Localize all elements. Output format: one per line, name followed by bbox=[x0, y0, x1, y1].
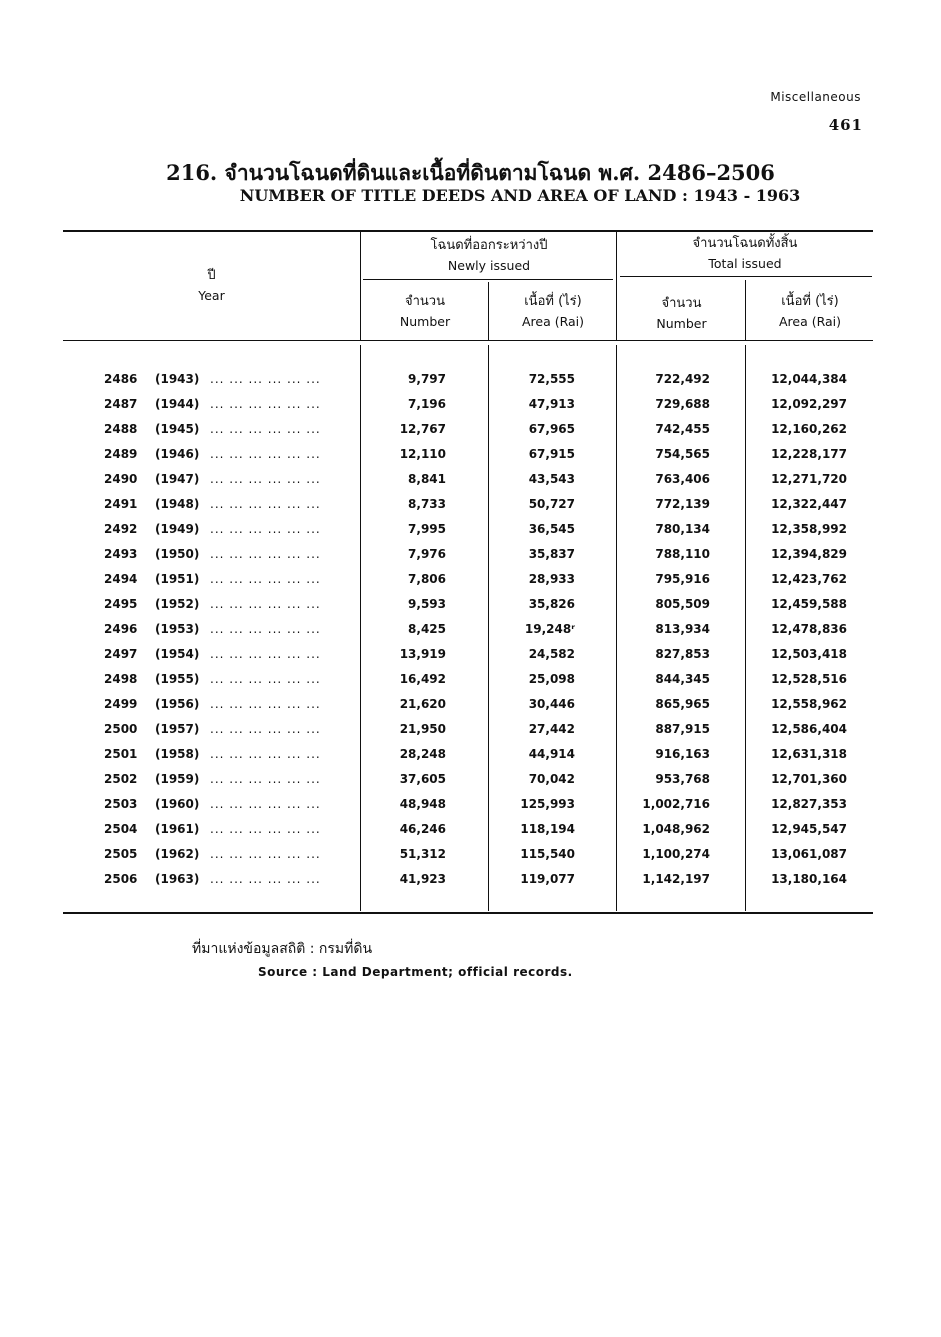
total-number-cell: 805,509 bbox=[655, 597, 710, 611]
new-number-cell: 7,806 bbox=[408, 572, 446, 586]
total-area-cell: 12,160,262 bbox=[771, 422, 847, 436]
new-number-cell: 9,593 bbox=[408, 597, 446, 611]
new-area-cell: 125,993 bbox=[520, 797, 575, 811]
total-number-cell: 722,492 bbox=[655, 372, 710, 386]
year-ce-cell: (1950) bbox=[155, 547, 200, 561]
table-row bbox=[0, 372, 941, 397]
year-ce-cell: (1954) bbox=[155, 647, 200, 661]
total-area-header bbox=[747, 292, 873, 332]
table-row bbox=[0, 497, 941, 522]
year-ce-cell: (1946) bbox=[155, 447, 200, 461]
total-area-header-english: Area (Rai) bbox=[778, 314, 842, 329]
new-area-cell: 67,915 bbox=[528, 447, 575, 461]
year-be-cell: 2492 bbox=[104, 522, 138, 536]
table-row bbox=[0, 547, 941, 572]
table-row bbox=[0, 722, 941, 747]
new-area-cell: 24,582 bbox=[528, 647, 575, 661]
table-row bbox=[0, 797, 941, 822]
new-area-cell: 30,446 bbox=[528, 697, 575, 711]
year-be-cell: 2498 bbox=[104, 672, 138, 686]
total-area-cell: 12,228,177 bbox=[771, 447, 847, 461]
year-ce-cell: (1948) bbox=[155, 497, 200, 511]
year-ce-cell: (1949) bbox=[155, 522, 200, 536]
year-be-cell: 2493 bbox=[104, 547, 138, 561]
year-be-cell: 2504 bbox=[104, 822, 138, 836]
new-number-cell: 7,995 bbox=[408, 522, 446, 536]
column-divider bbox=[488, 282, 489, 340]
total-number-cell: 953,768 bbox=[655, 772, 710, 786]
new-area-cell: 67,965 bbox=[528, 422, 575, 436]
section-name: Miscellaneous bbox=[770, 90, 861, 104]
new-number-cell: 8,841 bbox=[408, 472, 446, 486]
leader-dots: ... ... ... ... ... ... bbox=[210, 747, 321, 761]
leader-dots: ... ... ... ... ... ... bbox=[210, 422, 321, 436]
leader-dots: ... ... ... ... ... ... bbox=[210, 722, 321, 736]
total-number-cell: 1,100,274 bbox=[642, 847, 710, 861]
leader-dots: ... ... ... ... ... ... bbox=[210, 597, 321, 611]
new-number-cell: 12,767 bbox=[399, 422, 446, 436]
total-number-cell: 865,965 bbox=[655, 697, 710, 711]
total-area-cell: 12,558,962 bbox=[771, 697, 847, 711]
table-row bbox=[0, 422, 941, 447]
year-ce-cell: (1955) bbox=[155, 672, 200, 686]
new-number-cell: 41,923 bbox=[399, 872, 446, 886]
total-area-cell: 12,322,447 bbox=[771, 497, 847, 511]
leader-dots: ... ... ... ... ... ... bbox=[210, 447, 321, 461]
total-number-cell: 772,139 bbox=[655, 497, 710, 511]
new-area-cell: 35,837 bbox=[528, 547, 575, 561]
total-area-cell: 12,358,992 bbox=[771, 522, 847, 536]
new-number-cell: 7,196 bbox=[408, 397, 446, 411]
year-be-cell: 2500 bbox=[104, 722, 138, 736]
total-number-cell: 813,934 bbox=[655, 622, 710, 636]
table-row bbox=[0, 447, 941, 472]
leader-dots: ... ... ... ... ... ... bbox=[210, 472, 321, 486]
new-number-cell: 37,605 bbox=[399, 772, 446, 786]
new-area-cell: 72,555 bbox=[528, 372, 575, 386]
year-ce-cell: (1953) bbox=[155, 622, 200, 636]
new-number-cell: 21,620 bbox=[399, 697, 446, 711]
new-number-header-english: Number bbox=[399, 314, 451, 329]
total-number-cell: 795,916 bbox=[655, 572, 710, 586]
year-be-cell: 2502 bbox=[104, 772, 138, 786]
year-be-cell: 2506 bbox=[104, 872, 138, 886]
leader-dots: ... ... ... ... ... ... bbox=[210, 647, 321, 661]
source-note-english: Source : Land Department; official records. bbox=[258, 965, 573, 979]
year-be-cell: 2490 bbox=[104, 472, 138, 486]
new-number-cell: 13,919 bbox=[399, 647, 446, 661]
new-area-cell: 25,098 bbox=[528, 672, 575, 686]
total-number-cell: 1,048,962 bbox=[642, 822, 710, 836]
table-row bbox=[0, 647, 941, 672]
total-number-cell: 844,345 bbox=[655, 672, 710, 686]
column-divider bbox=[360, 232, 361, 340]
new-area-cell: 118,194 bbox=[520, 822, 575, 836]
year-ce-cell: (1956) bbox=[155, 697, 200, 711]
leader-dots: ... ... ... ... ... ... bbox=[210, 847, 321, 861]
leader-dots: ... ... ... ... ... ... bbox=[210, 572, 321, 586]
new-area-cell: 35,826 bbox=[528, 597, 575, 611]
leader-dots: ... ... ... ... ... ... bbox=[210, 797, 321, 811]
year-ce-cell: (1957) bbox=[155, 722, 200, 736]
new-area-cell: 47,913 bbox=[528, 397, 575, 411]
leader-dots: ... ... ... ... ... ... bbox=[210, 372, 321, 386]
year-be-cell: 2495 bbox=[104, 597, 138, 611]
new-area-header bbox=[490, 292, 616, 332]
table-row bbox=[0, 572, 941, 597]
total-number-header-thai: จำนวน bbox=[661, 296, 702, 311]
table-row bbox=[0, 697, 941, 722]
new-area-cell: 36,545 bbox=[528, 522, 575, 536]
newly-issued-header bbox=[362, 236, 616, 276]
total-area-cell: 12,092,297 bbox=[771, 397, 847, 411]
column-divider bbox=[745, 280, 746, 340]
year-ce-cell: (1962) bbox=[155, 847, 200, 861]
leader-dots: ... ... ... ... ... ... bbox=[210, 772, 321, 786]
year-be-cell: 2496 bbox=[104, 622, 138, 636]
new-area-cell: 119,077 bbox=[520, 872, 575, 886]
total-number-cell: 916,163 bbox=[655, 747, 710, 761]
table-row bbox=[0, 397, 941, 422]
newly-issued-header-english: Newly issued bbox=[447, 258, 531, 273]
new-area-cell: 44,914 bbox=[528, 747, 575, 761]
new-area-cell: 115,540 bbox=[520, 847, 575, 861]
total-number-header bbox=[618, 294, 745, 334]
new-area-cell: 50,727 bbox=[528, 497, 575, 511]
header-bottom-rule bbox=[63, 340, 873, 341]
total-area-cell: 12,827,353 bbox=[771, 797, 847, 811]
year-header-english: Year bbox=[198, 288, 225, 303]
total-number-cell: 729,688 bbox=[655, 397, 710, 411]
year-ce-cell: (1944) bbox=[155, 397, 200, 411]
total-issued-header bbox=[618, 234, 872, 274]
year-be-cell: 2505 bbox=[104, 847, 138, 861]
total-issued-header-english: Total issued bbox=[708, 256, 782, 271]
leader-dots: ... ... ... ... ... ... bbox=[210, 822, 321, 836]
total-area-cell: 12,945,547 bbox=[771, 822, 847, 836]
total-issued-header-thai: จำนวนโฉนดทั้งสิ้น bbox=[692, 236, 798, 251]
table-row bbox=[0, 772, 941, 797]
total-issued-underline bbox=[620, 276, 872, 277]
new-number-header-thai: จำนวน bbox=[405, 294, 445, 309]
table-row bbox=[0, 872, 941, 897]
new-area-cell: 27,442 bbox=[528, 722, 575, 736]
year-be-cell: 2486 bbox=[104, 372, 138, 386]
total-area-cell: 12,459,588 bbox=[771, 597, 847, 611]
year-ce-cell: (1951) bbox=[155, 572, 200, 586]
column-divider bbox=[616, 232, 617, 340]
year-be-cell: 2503 bbox=[104, 797, 138, 811]
total-area-cell: 13,180,164 bbox=[771, 872, 847, 886]
new-number-header bbox=[362, 292, 488, 332]
total-area-cell: 12,701,360 bbox=[771, 772, 847, 786]
total-area-cell: 13,061,087 bbox=[771, 847, 847, 861]
newly-issued-underline bbox=[363, 279, 613, 280]
year-header bbox=[63, 266, 360, 306]
table-bottom-rule bbox=[63, 912, 873, 914]
new-number-cell: 7,976 bbox=[408, 547, 446, 561]
table-top-rule bbox=[63, 230, 873, 232]
table-title-thai: 216. จำนวนโฉนดที่ดินและเนื้อที่ดินตามโฉนด พ.ศ. 2486–2506 bbox=[166, 160, 775, 185]
year-ce-cell: (1963) bbox=[155, 872, 200, 886]
year-be-cell: 2489 bbox=[104, 447, 138, 461]
total-area-cell: 12,423,762 bbox=[771, 572, 847, 586]
table-row bbox=[0, 847, 941, 872]
new-area-cell: 28,933 bbox=[528, 572, 575, 586]
new-number-cell: 51,312 bbox=[399, 847, 446, 861]
table-row bbox=[0, 822, 941, 847]
total-number-cell: 780,134 bbox=[655, 522, 710, 536]
new-number-cell: 28,248 bbox=[399, 747, 446, 761]
table-title-english: NUMBER OF TITLE DEEDS AND AREA OF LAND : 1943 - 1963 bbox=[239, 186, 801, 205]
new-number-cell: 9,797 bbox=[408, 372, 446, 386]
new-number-cell: 16,492 bbox=[399, 672, 446, 686]
table-row bbox=[0, 597, 941, 622]
leader-dots: ... ... ... ... ... ... bbox=[210, 622, 321, 636]
table-row bbox=[0, 747, 941, 772]
year-be-cell: 2491 bbox=[104, 497, 138, 511]
new-area-header-english: Area (Rai) bbox=[521, 314, 585, 329]
total-area-cell: 12,271,720 bbox=[771, 472, 847, 486]
year-ce-cell: (1952) bbox=[155, 597, 200, 611]
total-area-header-thai: เนื้อที่ (ไร่) bbox=[781, 294, 839, 309]
year-ce-cell: (1959) bbox=[155, 772, 200, 786]
total-number-cell: 763,406 bbox=[655, 472, 710, 486]
leader-dots: ... ... ... ... ... ... bbox=[210, 872, 321, 886]
source-note-thai: ที่มาแห่งข้อมูลสถิติ : กรมที่ดิน bbox=[192, 941, 373, 957]
year-be-cell: 2501 bbox=[104, 747, 138, 761]
new-number-cell: 12,110 bbox=[399, 447, 446, 461]
new-number-cell: 48,948 bbox=[399, 797, 446, 811]
leader-dots: ... ... ... ... ... ... bbox=[210, 672, 321, 686]
leader-dots: ... ... ... ... ... ... bbox=[210, 522, 321, 536]
table-row bbox=[0, 672, 941, 697]
year-be-cell: 2487 bbox=[104, 397, 138, 411]
year-ce-cell: (1943) bbox=[155, 372, 200, 386]
total-number-cell: 1,142,197 bbox=[642, 872, 710, 886]
year-header-thai: ปี bbox=[207, 268, 216, 283]
year-ce-cell: (1947) bbox=[155, 472, 200, 486]
total-number-cell: 827,853 bbox=[655, 647, 710, 661]
year-be-cell: 2499 bbox=[104, 697, 138, 711]
year-ce-cell: (1961) bbox=[155, 822, 200, 836]
table-row bbox=[0, 472, 941, 497]
year-be-cell: 2488 bbox=[104, 422, 138, 436]
total-area-cell: 12,586,404 bbox=[771, 722, 847, 736]
new-area-cell: 19,248ʳ bbox=[524, 622, 575, 636]
leader-dots: ... ... ... ... ... ... bbox=[210, 497, 321, 511]
total-number-cell: 1,002,716 bbox=[642, 797, 710, 811]
total-number-cell: 754,565 bbox=[655, 447, 710, 461]
new-number-cell: 46,246 bbox=[399, 822, 446, 836]
total-area-cell: 12,631,318 bbox=[771, 747, 847, 761]
new-area-header-thai: เนื้อที่ (ไร่) bbox=[524, 294, 582, 309]
total-area-cell: 12,503,418 bbox=[771, 647, 847, 661]
new-area-cell: 43,543 bbox=[528, 472, 575, 486]
new-number-cell: 8,425 bbox=[408, 622, 446, 636]
new-number-cell: 8,733 bbox=[408, 497, 446, 511]
total-number-cell: 788,110 bbox=[655, 547, 710, 561]
total-number-header-english: Number bbox=[656, 316, 707, 331]
year-be-cell: 2497 bbox=[104, 647, 138, 661]
year-ce-cell: (1958) bbox=[155, 747, 200, 761]
new-number-cell: 21,950 bbox=[399, 722, 446, 736]
total-number-cell: 887,915 bbox=[655, 722, 710, 736]
year-ce-cell: (1945) bbox=[155, 422, 200, 436]
new-area-cell: 70,042 bbox=[528, 772, 575, 786]
page-number: 461 bbox=[828, 116, 863, 134]
year-be-cell: 2494 bbox=[104, 572, 138, 586]
table-row bbox=[0, 522, 941, 547]
leader-dots: ... ... ... ... ... ... bbox=[210, 547, 321, 561]
total-area-cell: 12,394,829 bbox=[771, 547, 847, 561]
year-ce-cell: (1960) bbox=[155, 797, 200, 811]
total-area-cell: 12,478,836 bbox=[771, 622, 847, 636]
total-area-cell: 12,528,516 bbox=[771, 672, 847, 686]
total-area-cell: 12,044,384 bbox=[771, 372, 847, 386]
table-row bbox=[0, 622, 941, 647]
leader-dots: ... ... ... ... ... ... bbox=[210, 397, 321, 411]
leader-dots: ... ... ... ... ... ... bbox=[210, 697, 321, 711]
newly-issued-header-thai: โฉนดที่ออกระหว่างปี bbox=[430, 238, 548, 253]
total-number-cell: 742,455 bbox=[655, 422, 710, 436]
